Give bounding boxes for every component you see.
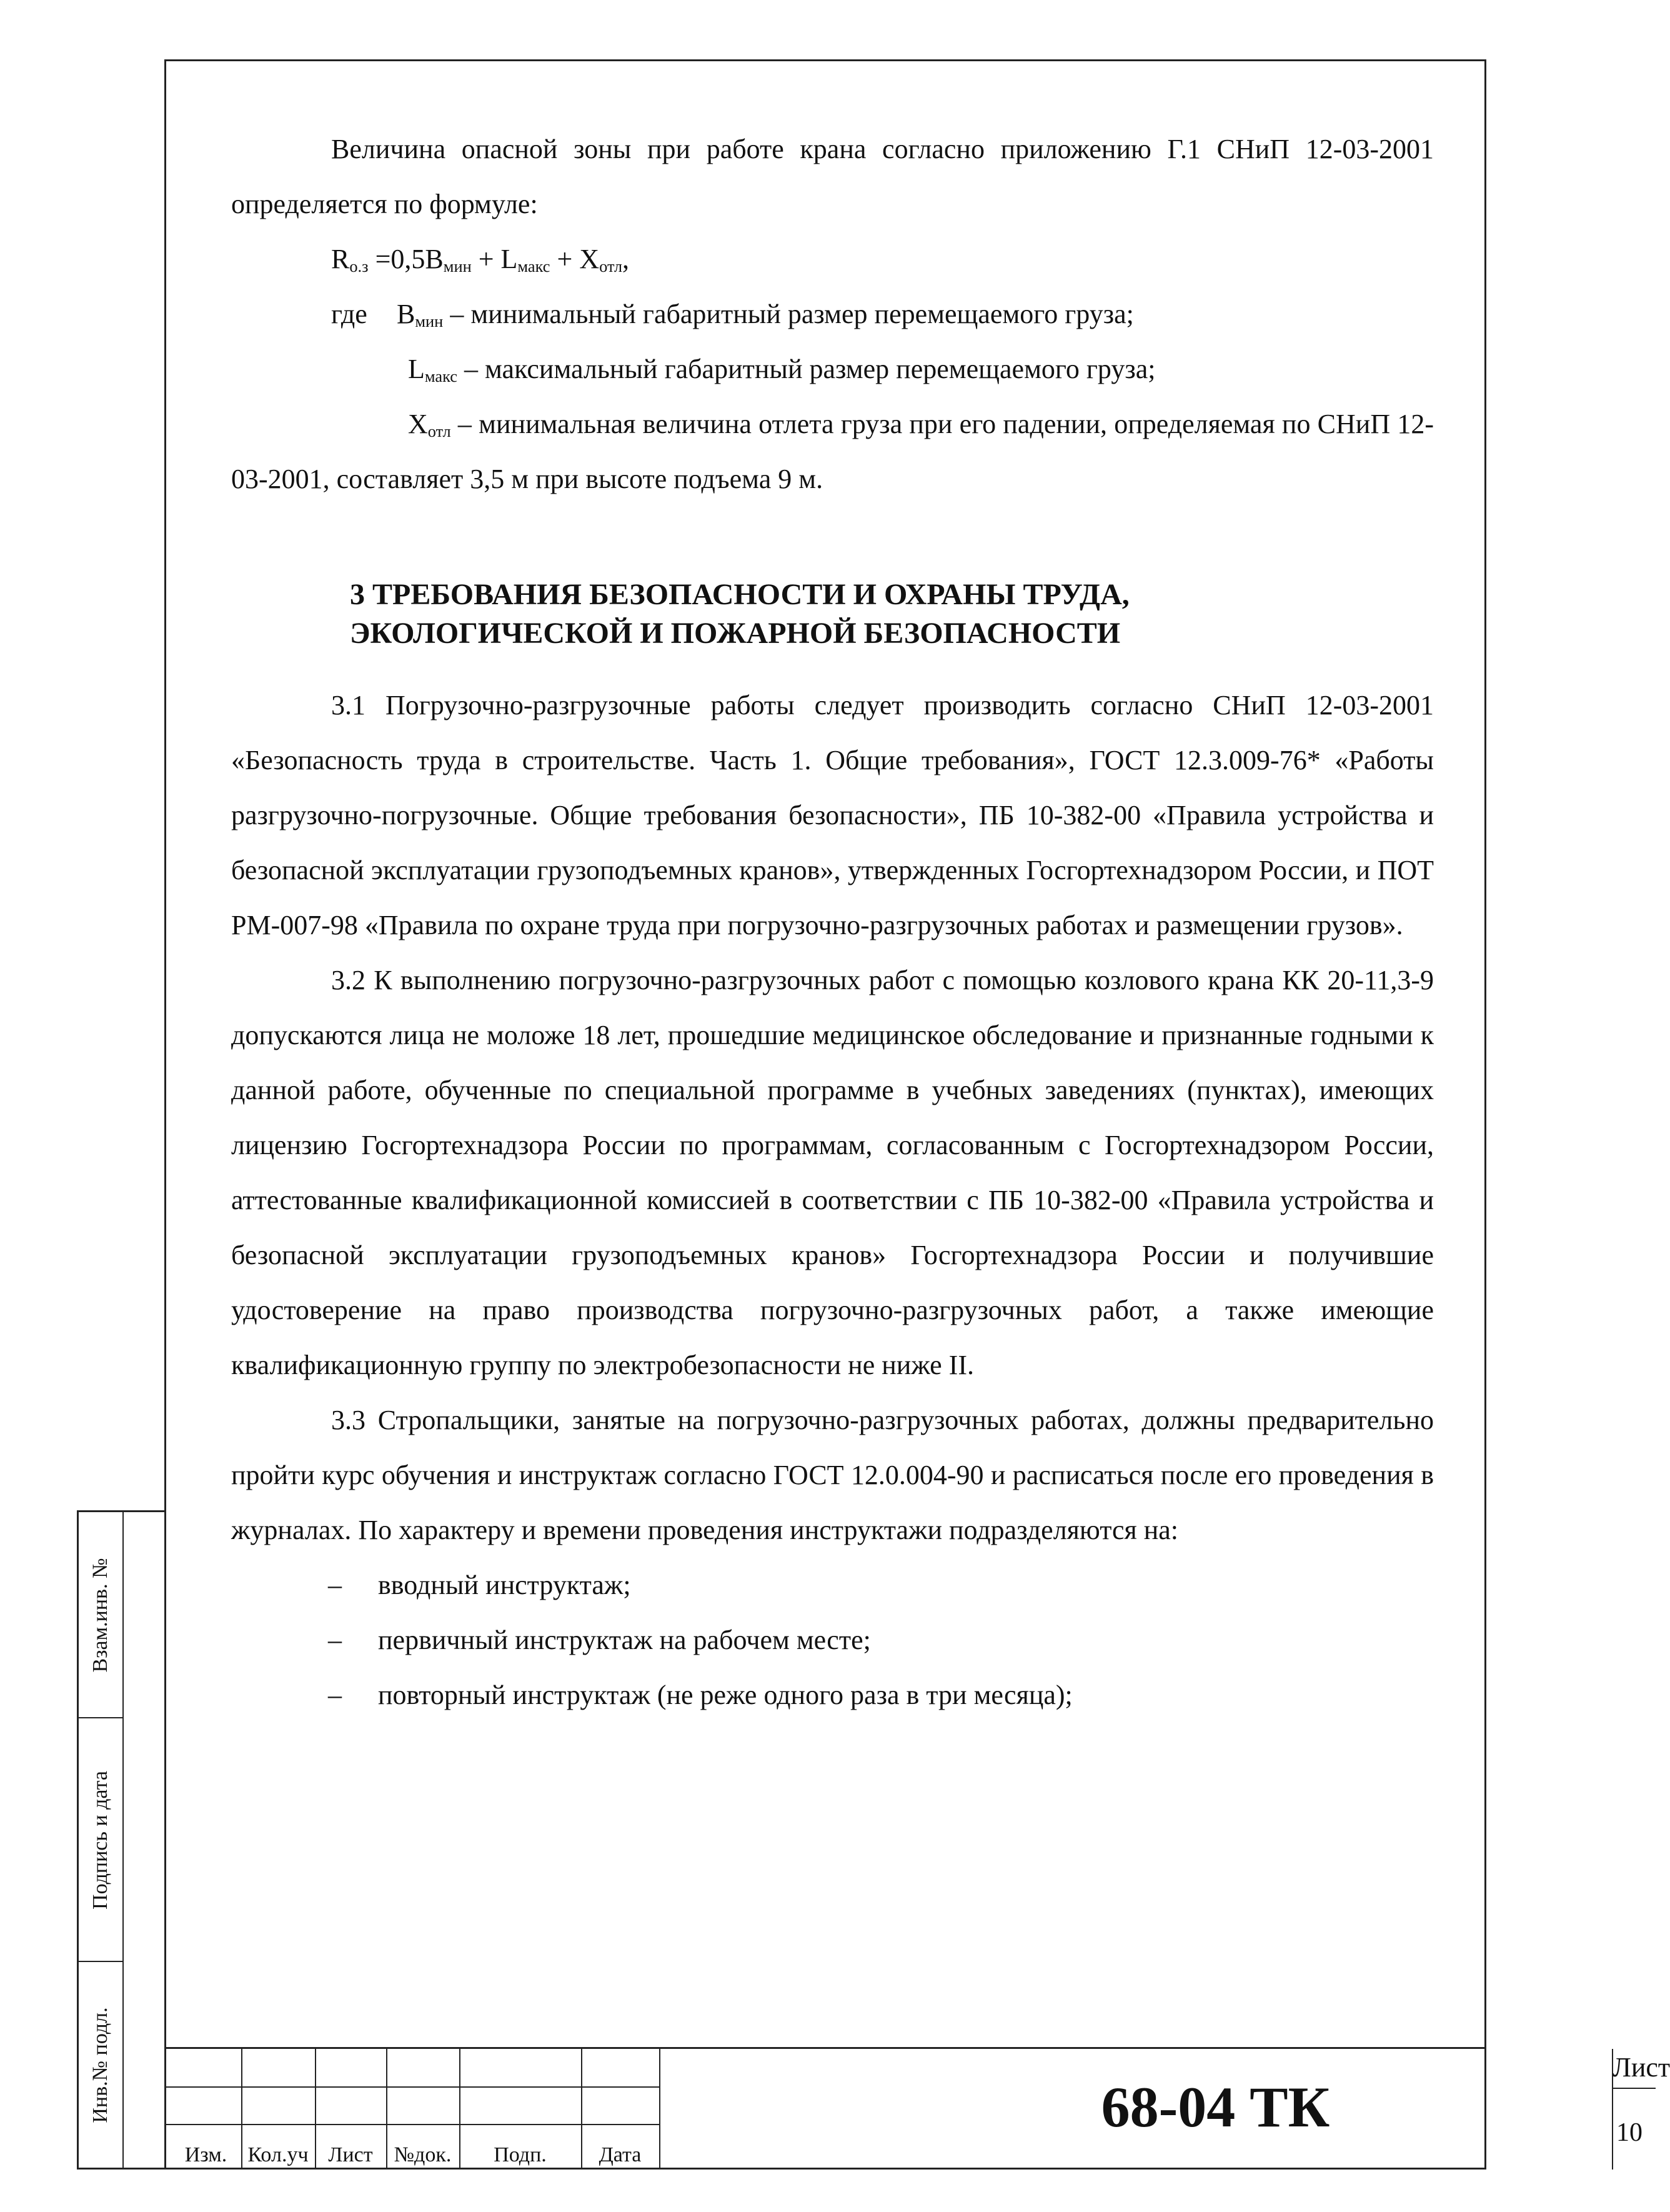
side-label-inv: Инв.№ подл. bbox=[89, 2007, 112, 2123]
def-b-text: – минимальный габаритный размер перемещаемого груза; bbox=[443, 299, 1134, 329]
def-l-text: – максимальный габаритный размер перемещаемого груза; bbox=[457, 354, 1156, 384]
side-label-vzam: Взам.инв. № bbox=[89, 1558, 112, 1673]
document-number: 68-04 ТК bbox=[1101, 2075, 1330, 2139]
def-b-symbol: B bbox=[397, 299, 415, 329]
title-block bbox=[164, 2047, 1670, 2170]
formula bbox=[231, 232, 1434, 287]
document-body bbox=[231, 122, 1434, 1723]
formula-b-sub: мин bbox=[443, 257, 472, 276]
where-label: где bbox=[331, 299, 367, 329]
paragraph-3-1: 3.1 Погрузочно-разгрузочные работы следует производить согласно СНиП 12-03-2001 «Безопасность труда в строительстве. Часть 1. Общие требования», ГОСТ 12.3.009-76* «Работы разгрузочно-погрузочные. Общие требования безопасности», ПБ 10-382-00 «Правила устройства и безопасной эксплуатации грузоподъемных кранов», утвержденных Госгортехнадзором России, и ПОТ РМ-007-98 «Правила по охране труда при погрузочно-разгрузочных работах и размещении грузов». bbox=[231, 690, 1434, 940]
tb-header-izm: Изм. bbox=[184, 2143, 227, 2166]
definition-b bbox=[231, 287, 1434, 342]
side-cell-podpis bbox=[79, 1718, 122, 1962]
definition-x bbox=[231, 397, 1434, 507]
tb-header-data: Дата bbox=[599, 2143, 642, 2166]
list-item bbox=[231, 1558, 1434, 1613]
list-dash: – bbox=[328, 1570, 342, 1600]
formula-part1: =0,5B bbox=[368, 244, 444, 274]
side-stamp bbox=[77, 1510, 166, 2170]
formula-x-sub: отл bbox=[599, 257, 623, 276]
heading-line-1: 3 ТРЕБОВАНИЯ БЕЗОПАСНОСТИ И ОХРАНЫ ТРУДА, bbox=[350, 578, 1130, 611]
tb-header-podp: Подп. bbox=[494, 2143, 547, 2166]
list-dash: – bbox=[328, 1680, 342, 1710]
def-l-symbol: L bbox=[408, 354, 425, 384]
formula-part2: + L bbox=[471, 244, 518, 274]
side-label-podpis: Подпись и дата bbox=[89, 1771, 112, 1910]
def-x-text: – минимальная величина отлета груза при его падении, определяемая по СНиП 12-03-2001, составляет 3,5 м при высоте подъема 9 м. bbox=[231, 409, 1434, 494]
tb-col-line bbox=[659, 2049, 660, 2170]
list-dash: – bbox=[328, 1625, 342, 1655]
list-item-text: вводный инструктаж; bbox=[378, 1570, 631, 1600]
tb-header-list: Лист bbox=[328, 2143, 373, 2166]
formula-part3: + X bbox=[550, 244, 600, 274]
heading-line-2: ЭКОЛОГИЧЕСКОЙ И ПОЖАРНОЙ БЕЗОПАСНОСТИ bbox=[350, 617, 1121, 650]
paragraph-intro: Величина опасной зоны при работе крана согласно приложению Г.1 СНиП 12-03-2001 определяется по формуле: bbox=[231, 134, 1434, 219]
formula-r: R bbox=[331, 244, 350, 274]
tb-header-ndok: №док. bbox=[394, 2143, 452, 2166]
paragraph-3-2: 3.2 К выполнению погрузочно-разгрузочных работ с помощью козлового крана КК 20-11,3-9 допускаются лица не моложе 18 лет, прошедшие медицинское обследование и признанные годными к данной работе, обученные по специальной программе в учебных заведениях (пунктах), имеющих лицензию Госгортехнадзора России по программам, согласованным с Госгортехнадзором России, аттестованные квалификационной комиссией в соответствии с ПБ 10-382-00 «Правила устройства и безопасной эксплуатации грузоподъемных кранов» Госгортехнадзора России и получившие удостоверение на право производства погрузочно-разгрузочных работ, а также имеющие квалификационную группу по электробезопасности не ниже II. bbox=[231, 965, 1434, 1380]
formula-l-sub: макс bbox=[517, 257, 550, 276]
side-cell-vzam bbox=[79, 1512, 122, 1718]
def-x-symbol: X bbox=[408, 409, 428, 439]
sheet-number: 10 bbox=[1616, 2118, 1643, 2147]
tb-header-kolich: Кол.уч bbox=[247, 2143, 309, 2166]
definition-l bbox=[231, 342, 1434, 397]
def-b-sub: мин bbox=[415, 312, 444, 331]
tb-sheet-line bbox=[1612, 2088, 1656, 2089]
list-item bbox=[231, 1668, 1434, 1723]
formula-end: , bbox=[622, 244, 630, 274]
formula-r-sub: о.з bbox=[349, 257, 369, 276]
section-heading bbox=[350, 575, 1434, 653]
side-cell-inv bbox=[79, 1962, 122, 2168]
tb-row-line bbox=[164, 2124, 659, 2125]
list-item bbox=[231, 1613, 1434, 1668]
sheet-label: Лист bbox=[1613, 2052, 1670, 2083]
list-item-text: повторный инструктаж (не реже одного раза в три месяца); bbox=[378, 1680, 1073, 1710]
tb-row-line bbox=[164, 2086, 659, 2088]
def-l-sub: макс bbox=[424, 367, 458, 386]
def-x-sub: отл bbox=[427, 422, 451, 441]
paragraph-3-3: 3.3 Стропальщики, занятые на погрузочно-разгрузочных работах, должны предварительно пройти курс обучения и инструктаж согласно ГОСТ 12.0.004-90 и расписаться после его проведения в журналах. По характеру и времени проведения инструктажи подразделяются на: bbox=[231, 1405, 1434, 1545]
list-item-text: первичный инструктаж на рабочем месте; bbox=[378, 1625, 871, 1655]
instruction-list bbox=[231, 1558, 1434, 1723]
